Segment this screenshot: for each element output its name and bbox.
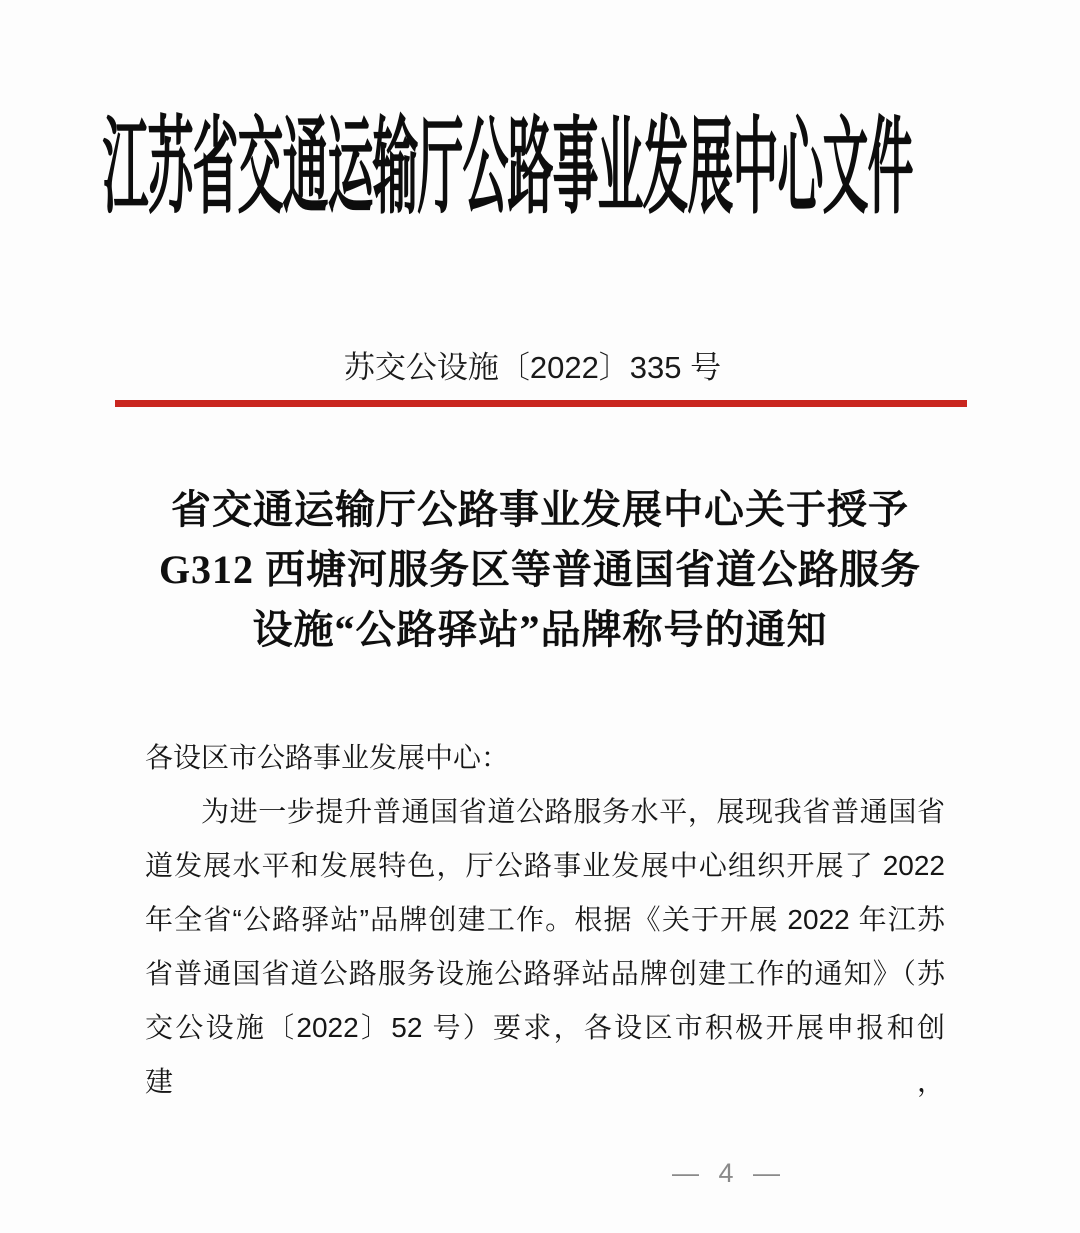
- body-line: 省普通国省道公路服务设施公路驿站品牌创建工作的通知》（苏: [145, 958, 945, 989]
- letterhead: [50, 100, 965, 227]
- document-reference-number: 苏交公设施〔2022〕335 号: [343, 350, 722, 385]
- document-body: [145, 731, 945, 1109]
- body-line: 为进一步提升普通国省道公路服务水平，展现我省普通国省: [201, 796, 945, 827]
- body-line: 年全省“公路驿站”品牌创建工作。根据《关于开展 2022 年江苏: [145, 904, 945, 935]
- body-line: 交公设施〔2022〕52 号）要求，各设区市积极开展申报和创建，: [145, 1012, 945, 1097]
- document-title-line-3: 设施“公路驿站”品牌称号的通知: [252, 607, 828, 652]
- letterhead-title: 江苏省交通运输厅公路事业发展中心文件: [102, 109, 913, 227]
- document-title-line-2: G312 西塘河服务区等普通国省道公路服务: [158, 547, 922, 592]
- document-title-line-1: 省交通运输厅公路事业发展中心关于授予: [171, 487, 909, 532]
- body-line: 道发展水平和发展特色，厅公路事业发展中心组织开展了 2022: [145, 850, 945, 881]
- document-title: [136, 480, 944, 660]
- page-number: — 4 —: [671, 1158, 787, 1188]
- red-divider-line: [115, 400, 967, 407]
- salutation: 各设区市公路事业发展中心：: [145, 742, 510, 773]
